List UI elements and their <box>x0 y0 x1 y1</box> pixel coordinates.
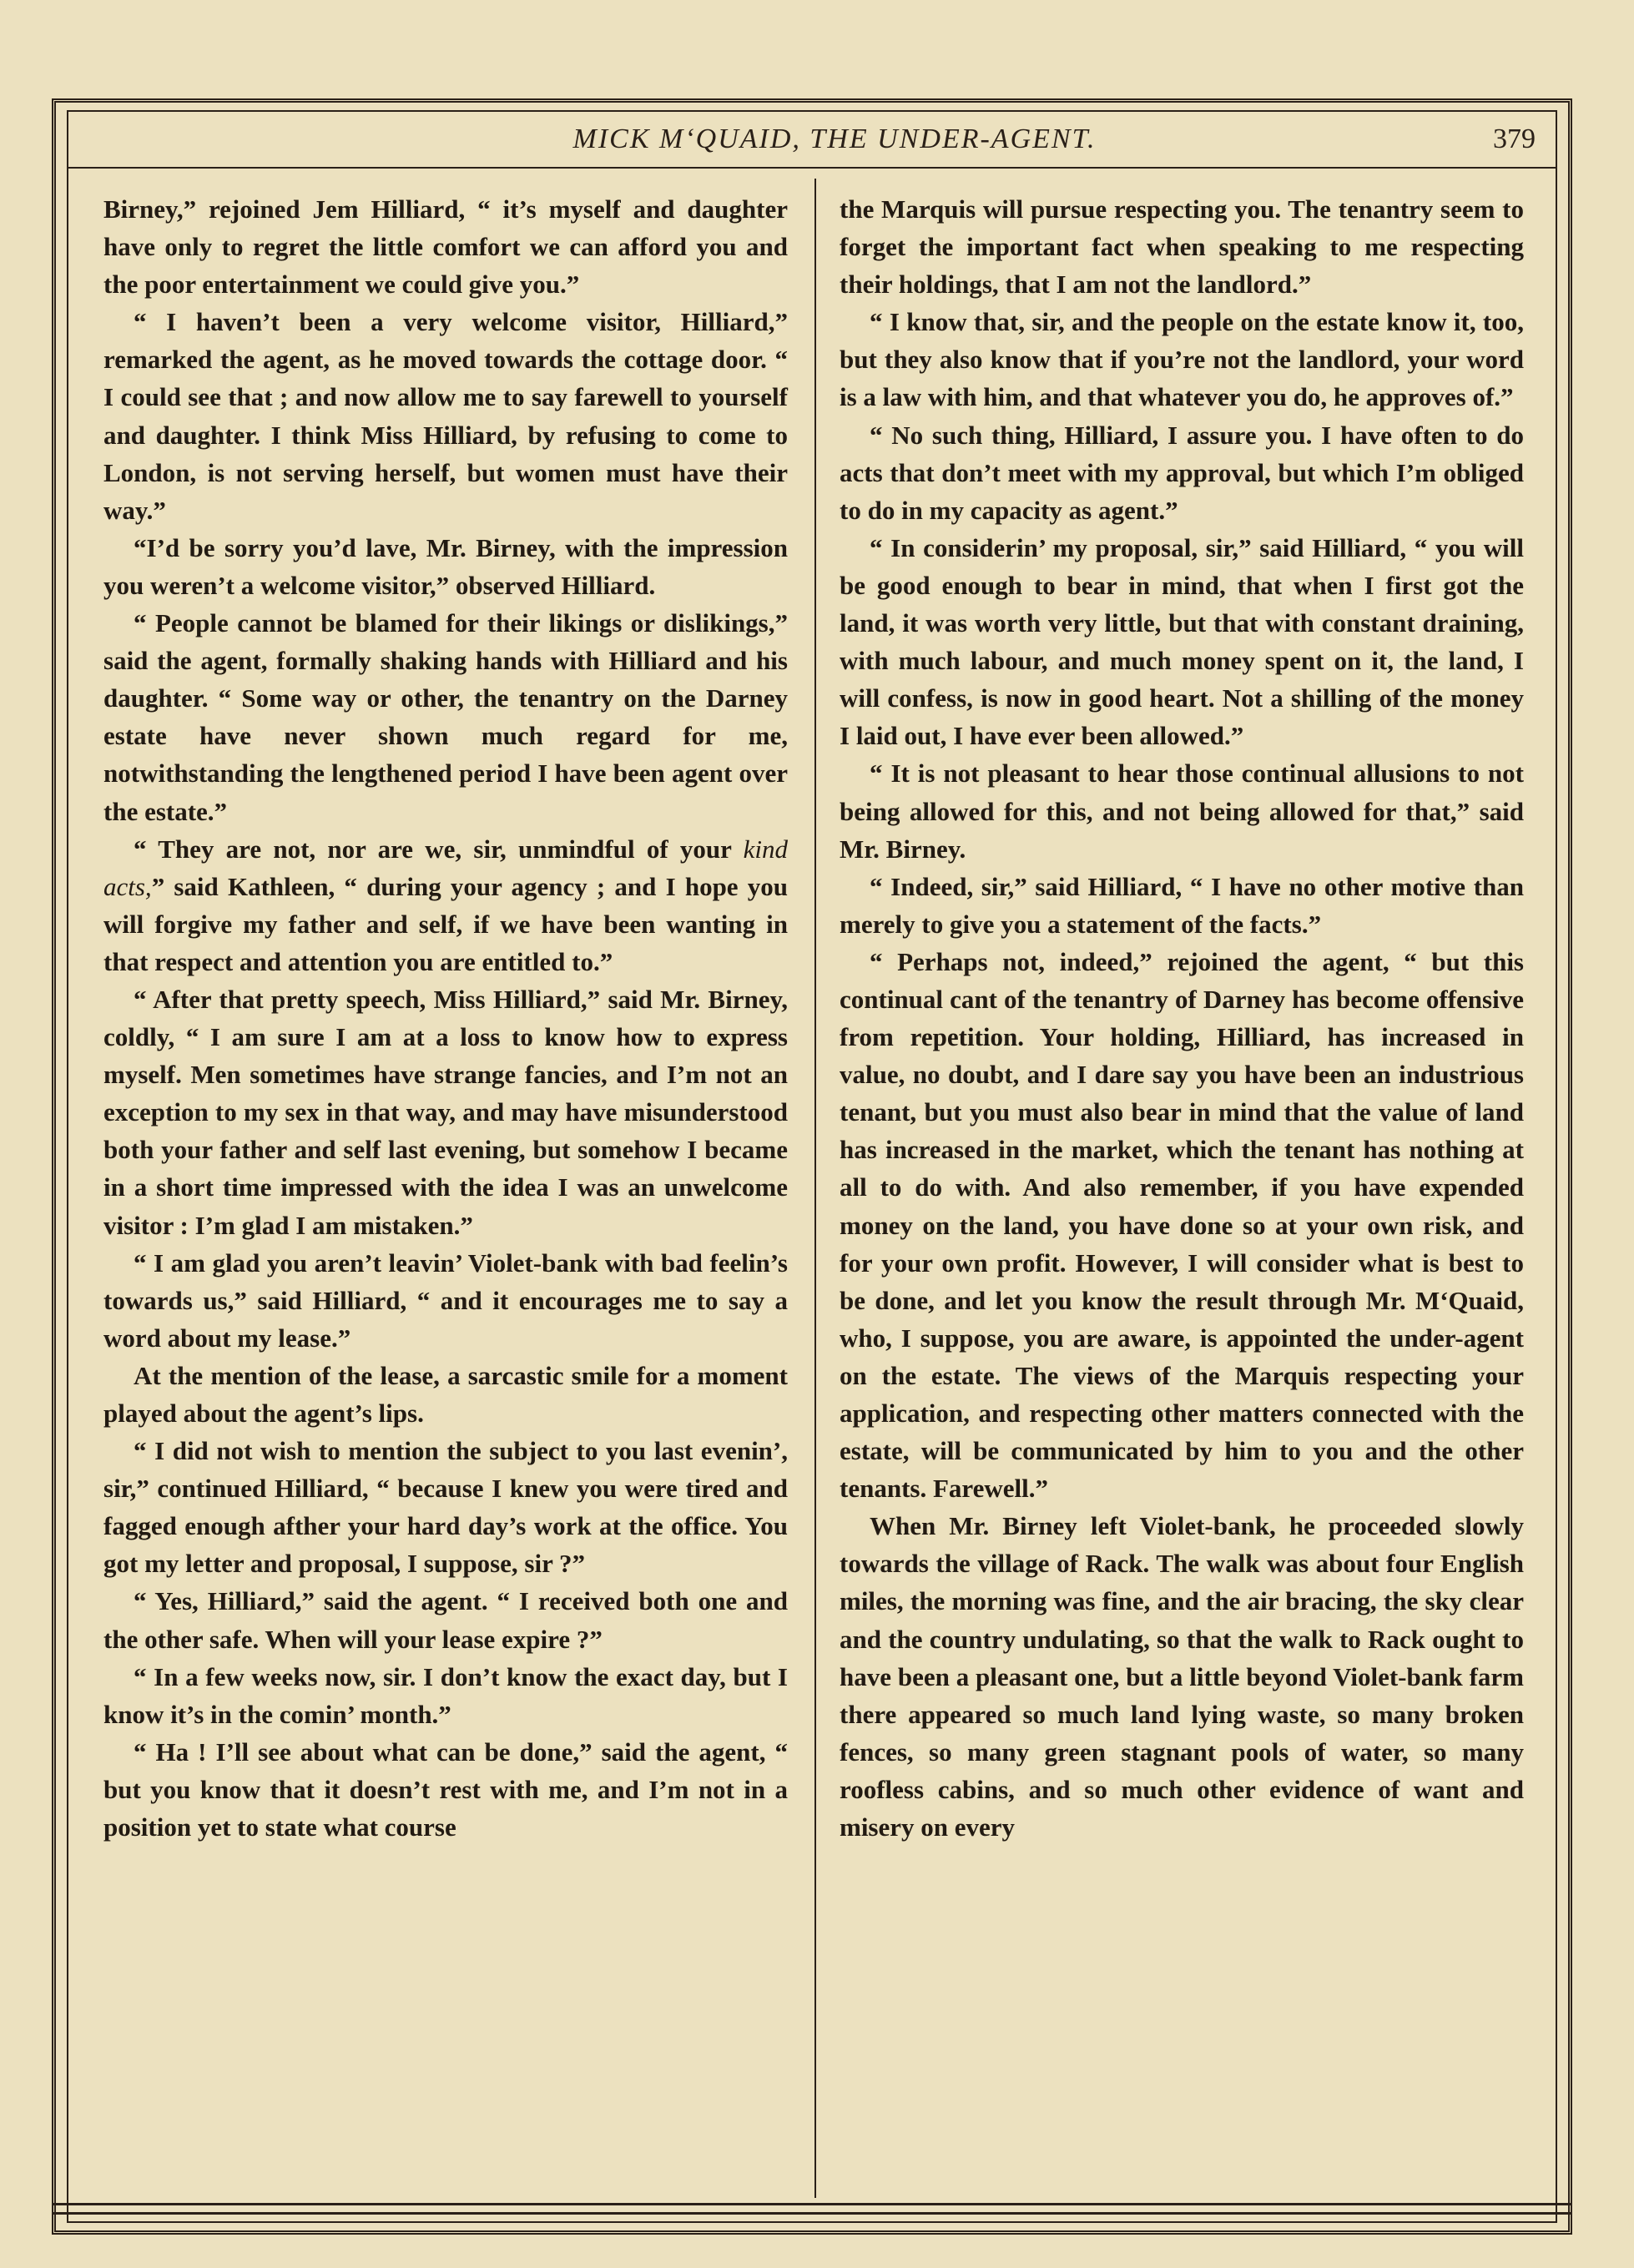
paragraph: “ Indeed, sir,” said Hilliard, “ I have no other motive than merely to give you a statement of the facts.” <box>840 871 1524 939</box>
paragraph: “ People cannot be blamed for their likings or dislikings,” said the agent, formally shaking hands with Hilliard and his daughter. “ Some way or other, the tenantry on the Darney estate have never shown much regard for me, notwithstanding the lengthened period I have been agent over the estate.” <box>103 608 788 826</box>
paragraph: At the mention of the lease, a sarcastic smile for a moment played about the agent’s lips. <box>103 1360 788 1428</box>
text-run: ” said Kathleen, “ during your agency ; and I hope you will forgive my father and self, if we have been wanting in that respect and attention you are entitled to.” <box>103 871 788 976</box>
paragraph: “ No such thing, Hilliard, I assure you. I have often to do acts that don’t meet with my approval, but which I’m obliged to do in my capacity as agent.” <box>840 420 1524 525</box>
paragraph: “ In considerin’ my proposal, sir,” said Hilliard, “ you will be good enough to bear in mind, that when I first got the land, it was worth very little, but that with constant draining, with much labour, and much money spent on it, the land, I will confess, is now in good heart. Not a shilling of the money I laid out, I have ever been allowed.” <box>840 532 1524 751</box>
column-divider <box>814 179 816 2198</box>
paragraph <box>103 830 788 980</box>
page-number: 379 <box>1493 123 1536 154</box>
paragraph: “ Ha ! I’ll see about what can be done,” said the agent, “ but you know that it doesn’t rest with me, and I’m not in a position yet to state what course <box>103 1736 788 1842</box>
left-column <box>103 190 788 1846</box>
paragraph: When Mr. Birney left Violet-bank, he proceeded slowly towards the village of Rack. The walk was about four English miles, the morning was fine, and the air bracing, the sky clear and the country undulating, so that the walk to Rack ought to have been a pleasant one, but a little beyond Violet-bank farm there appeared so much land lying waste, so many broken fences, so many green stagnant pools of water, so many roofless cabins, and so much other evidence of want and misery on every <box>840 1511 1524 1842</box>
paragraph: “ In a few weeks now, sir. I don’t know the exact day, but I know it’s in the comin’ month.” <box>103 1661 788 1729</box>
paragraph: “ I did not wish to mention the subject to you last evenin’, sir,” continued Hilliard, “ because I knew you were tired and fagged enough afther your hard day’s work at the office. You got my letter and proposal, I suppose, sir ?” <box>103 1436 788 1579</box>
bottom-border-band <box>52 2203 1572 2215</box>
paragraph: “ I know that, sir, and the people on the estate know it, too, but they also know that if you’re not the landlord, your word is a law with him, and that whatever you do, he approves of.” <box>840 307 1524 412</box>
paragraph: “ I am glad you aren’t leavin’ Violet-bank with bad feelin’s towards us,” said Hilliard, “ and it encourages me to say a word about my lease.” <box>103 1247 788 1353</box>
italic-emphasis: kind acts, <box>103 834 788 901</box>
paragraph: “ After that pretty speech, Miss Hilliard,” said Mr. Birney, coldly, “ I am sure I am at a loss to know how to express myself. Men sometimes have strange fancies, and I’m not an exception to my sex in that way, and may have misunderstood both your father and self last evening, but somehow I became in a short time impressed with the idea I was an unwelcome visitor : I’m glad I am mistaken.” <box>103 984 788 1240</box>
running-title: MICK M‘QUAID, THE UNDER-AGENT. <box>572 123 1097 154</box>
paragraph: the Marquis will pursue respecting you. The tenantry seem to forget the important fact when speaking to me respecting their holdings, that I am not the landlord.” <box>840 194 1524 300</box>
right-column <box>840 190 1524 1846</box>
text-run: “ They are not, nor are we, sir, unmindful of your <box>134 834 744 864</box>
paragraph: “I’d be sorry you’d lave, Mr. Birney, with the impression you weren’t a welcome visitor,” observed Hilliard. <box>103 532 788 600</box>
paragraph: “ Yes, Hilliard,” said the agent. “ I received both one and the other safe. When will your lease expire ?” <box>103 1586 788 1654</box>
paragraph: “ Perhaps not, indeed,” rejoined the agent, “ but this continual cant of the tenantry of Darney has become offensive from repetition. Your holding, Hilliard, has increased in value, no doubt, and I dare say you have been an industrious tenant, but you must also bear in mind that the value of land has increased in the market, which the tenant has nothing at all to do with. And also remember, if you have expended money on the land, you have done so at your own risk, and for your own profit. However, I will consider what is best to be done, and let you know the result through Mr. M‘Quaid, who, I suppose, you are aware, is appointed the under-agent on the estate. The views of the Marquis respecting your application, and respecting other matters connected with the estate, will be communicated by him to you and the other tenants. Farewell.” <box>840 946 1524 1504</box>
paragraph: “ I haven’t been a very welcome visitor, Hilliard,” remarked the agent, as he moved towards the cottage door. “ I could see that ; and now allow me to say farewell to yourself and daughter. I think Miss Hilliard, by refusing to come to London, is not serving herself, but women must have their way.” <box>103 307 788 525</box>
paragraph: “ It is not pleasant to hear those continual allusions to not being allowed for this, and not being allowed for that,” said Mr. Birney. <box>840 759 1524 864</box>
header-rule <box>67 167 1557 169</box>
paragraph: Birney,” rejoined Jem Hilliard, “ it’s myself and daughter have only to regret the little comfort we can afford you and the poor entertainment we could give you.” <box>103 194 788 300</box>
